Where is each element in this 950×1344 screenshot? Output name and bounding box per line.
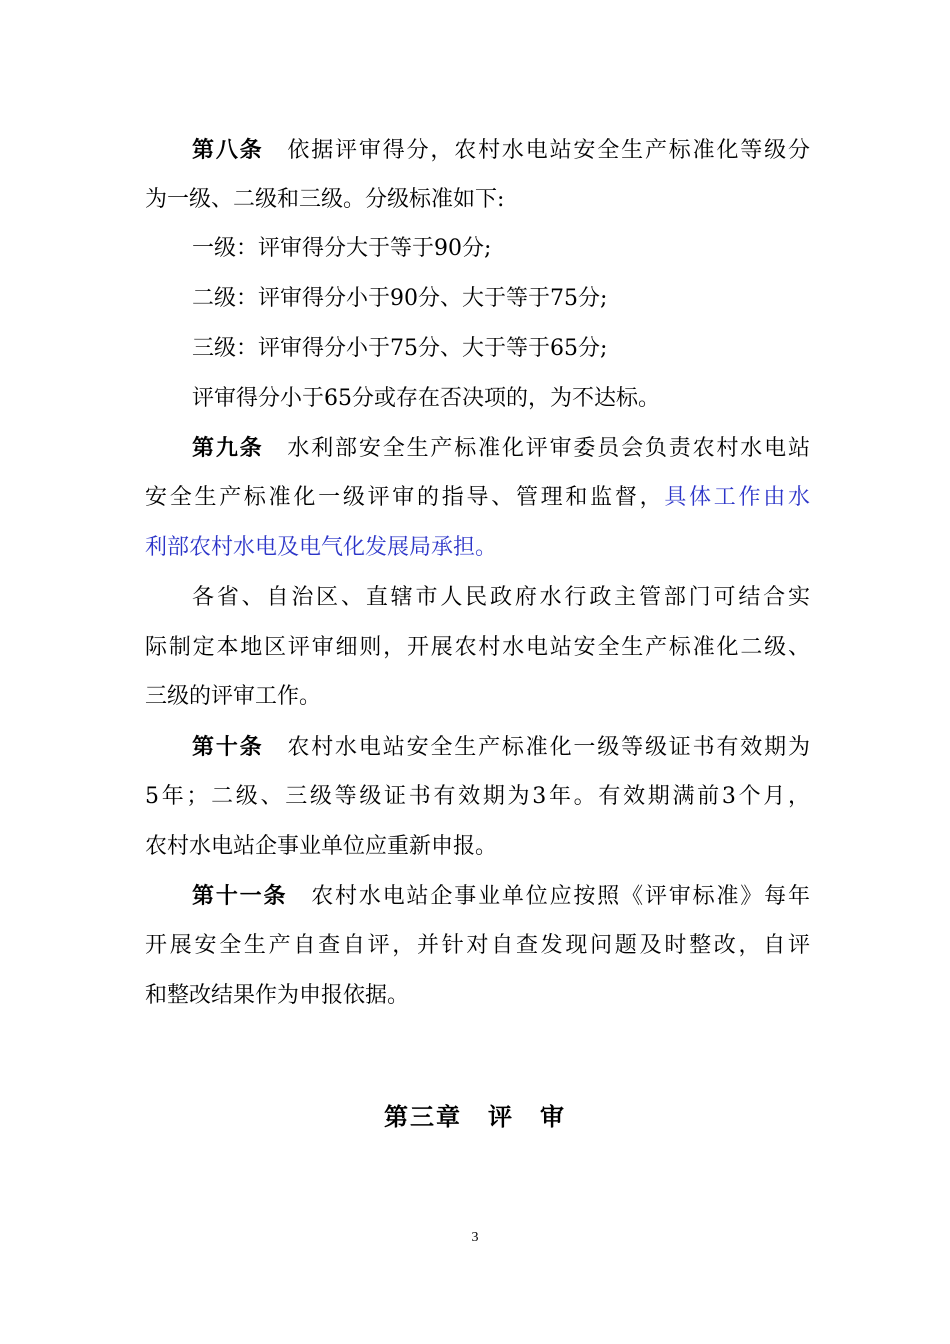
article-9-para2-line-3: 三级的评审工作。 bbox=[145, 684, 322, 709]
page-number: 3 bbox=[471, 1230, 479, 1245]
article-8-text-1: 依据评审得分，农村水电站安全生产标准化等级分 bbox=[285, 138, 810, 163]
article-9-highlight-2: 利部农村水电及电气化发展局承担。 bbox=[145, 535, 498, 560]
article-11-line-3: 和整改结果作为申报依据。 bbox=[145, 983, 410, 1008]
article-8-heading: 第八条 bbox=[192, 137, 264, 163]
chapter-heading: 第三章 评 审 bbox=[384, 1103, 566, 1131]
article-10-line-3: 农村水电站企事业单位应重新申报。 bbox=[145, 834, 498, 859]
grade-two-standard: 二级：评审得分小于90分、大于等于75分; bbox=[192, 286, 608, 311]
article-9-text-1: 水利部安全生产标准化评审委员会负责农村水电站 bbox=[285, 436, 810, 461]
article-11-text-1: 农村水电站企事业单位应按照《评审标准》每年 bbox=[309, 884, 810, 909]
article-8-line-1 bbox=[192, 125, 810, 175]
article-10-text-1: 农村水电站安全生产标准化一级等级证书有效期为 bbox=[285, 735, 810, 760]
article-11-line-1 bbox=[192, 871, 810, 921]
article-10-heading: 第十条 bbox=[192, 734, 264, 760]
grade-three-standard: 三级：评审得分小于75分、大于等于65分; bbox=[192, 336, 608, 361]
article-11-line-2: 开展安全生产自查自评，并针对自查发现问题及时整改，自评 bbox=[145, 933, 810, 958]
article-9-line-2 bbox=[145, 473, 810, 523]
article-9-heading: 第九条 bbox=[192, 435, 264, 461]
article-10-line-1 bbox=[192, 722, 810, 772]
article-9-line-1 bbox=[192, 423, 810, 473]
article-11-heading: 第十一条 bbox=[192, 883, 288, 909]
article-9-text-2a: 安全生产标准化一级评审的指导、管理和监督， bbox=[145, 485, 665, 510]
article-9-para2-line-1: 各省、自治区、直辖市人民政府水行政主管部门可结合实 bbox=[192, 585, 810, 610]
grade-one-standard: 一级：评审得分大于等于90分; bbox=[192, 236, 492, 261]
article-8-line-2: 为一级、二级和三级。分级标准如下: bbox=[145, 187, 505, 212]
article-10-line-2: 5年；二级、三级等级证书有效期为3年。有效期满前3个月， bbox=[145, 784, 810, 809]
article-9-para2-line-2: 际制定本地区评审细则，开展农村水电站安全生产标准化二级、 bbox=[145, 635, 810, 660]
substandard-rule: 评审得分小于65分或存在否决项的，为不达标。 bbox=[192, 386, 660, 411]
article-9-highlight-1: 具体工作由水 bbox=[664, 485, 810, 510]
